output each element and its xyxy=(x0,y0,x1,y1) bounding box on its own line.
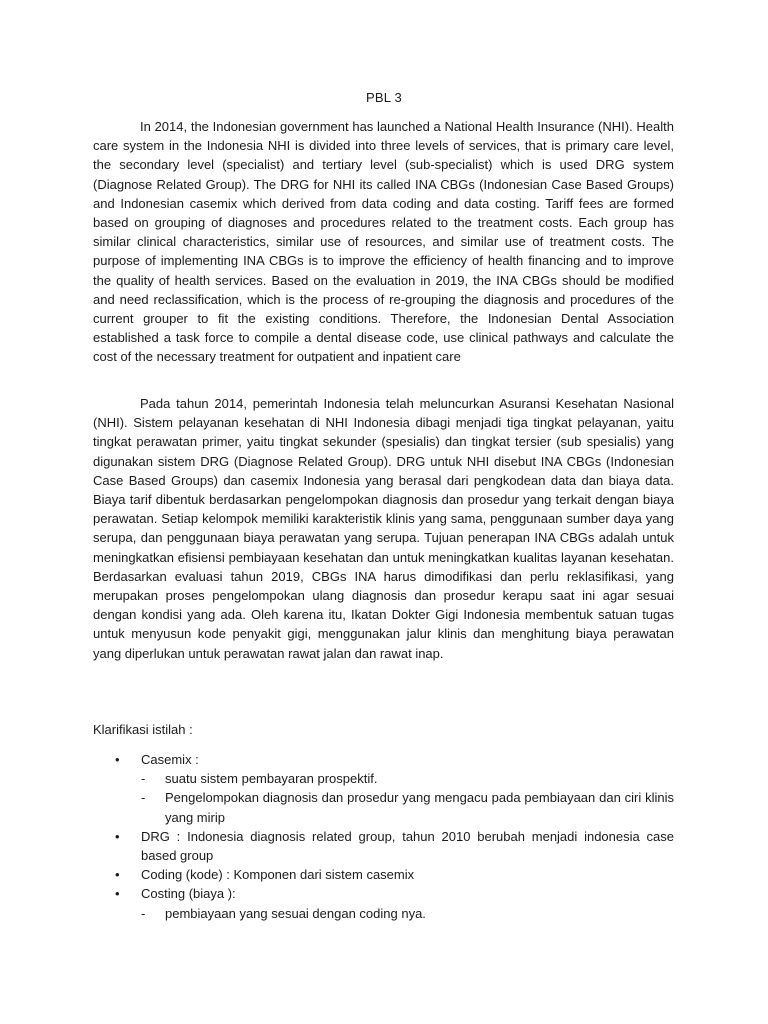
bullet-icon: • xyxy=(115,752,120,767)
sub-item xyxy=(141,904,674,923)
sub-item xyxy=(141,788,674,826)
bullet-icon: • xyxy=(115,886,120,902)
term-label: Coding (kode) : Komponen dari sistem casemix xyxy=(141,867,415,883)
term-item-drg xyxy=(93,827,674,865)
sub-item xyxy=(141,769,674,788)
term-item-coding xyxy=(93,865,674,884)
document-title: PBL 3 xyxy=(366,90,402,105)
sub-list xyxy=(141,904,674,923)
paragraph-indonesian: Pada tahun 2014, pemerintah Indonesia telah meluncurkan Asuransi Kesehatan Nasional (NHI). Sistem pelayanan kesehatan di NHI Indonesia dibagi menjadi tiga tingkat pelayanan, yaitu tingkat perawatan primer, yaitu tingkat sekunder (spesialis) dan tingkat tersier (sub spesialis) yang digunakan sistem DRG (Diagnose Related Group). DRG untuk NHI disebut INA CBGs (Indonesian Case Based Groups) dan casemix Indonesia yang berasal dari pengkodean data dan biaya data. Biaya tarif dibentuk berdasarkan pengelompokan diagnosis dan prosedur yang terkait dengan biaya perawatan. Setiap kelompok memiliki karakteristik klinis yang sama, penggunaan sumber daya yang serupa, dan penggunaan biaya perawatan yang serupa. Tujuan penerapan INA CBGs adalah untuk meningkatkan efisiensi pembiayaan kesehatan dan untuk meningkatkan kualitas layanan kesehatan. Berdasarkan evaluasi tahun 2019, CBGs INA harus dimodifikasi dan perlu reklasifikasi, yang merupakan proses pengelompokan ulang diagnosis dan prosedur kerapu saat ini agar sesuai dengan kondisi yang ada. Oleh karena itu, Ikatan Dokter Gigi Indonesia membentuk satuan tugas untuk menyusun kode penyakit gigi, menggunakan jalur klinis dan menghitung biaya perawatan yang diperlukan untuk perawatan rawat jalan dan rawat inap. xyxy=(93,396,674,661)
bullet-icon: • xyxy=(115,828,120,844)
klarifikasi-heading: Klarifikasi istilah : xyxy=(93,722,193,737)
sub-item-text: pembiayaan yang sesuai dengan coding nya. xyxy=(165,905,426,921)
bullet-icon: • xyxy=(115,867,120,883)
term-label: Casemix : xyxy=(141,752,199,767)
term-item-casemix xyxy=(93,750,674,827)
dash-icon: - xyxy=(141,790,146,806)
sub-item-text: Pengelompokan diagnosis dan prosedur yang mengacu pada pembiayaan dan ciri klinis yang mirip xyxy=(165,790,674,825)
term-label: DRG : Indonesia diagnosis related group, tahun 2010 berubah menjadi indonesia case based group xyxy=(141,828,674,864)
term-item-costing xyxy=(93,884,674,922)
term-list xyxy=(93,750,674,923)
term-label: Costing (biaya ): xyxy=(141,886,236,902)
sub-item-text: suatu sistem pembayaran prospektif. xyxy=(165,771,378,787)
paragraph-english: In 2014, the Indonesian government has launched a National Health Insurance (NHI). Health care system in the Indonesia NHI is divided into three levels of services, that is primary care level, the secondary level (specialist) and tertiary level (sub-specialist) which is used DRG system (Diagnose Related Group). The DRG for NHI its called INA CBGs (Indonesian Case Based Groups) and Indonesian casemix which derived from data coding and data costing. Tariff fees are formed based on grouping of diagnoses and procedures related to the treatment costs. Each group has similar clinical characteristics, similar use of resources, and similar use of treatment costs. The purpose of implementing INA CBGs is to improve the efficiency of health financing and to improve the quality of health services. Based on the evaluation in 2019, the INA CBGs should be modified and need reclassification, which is the process of re-grouping the diagnosis and procedures of the current grouper to fit the existing conditions. Therefore, the Indonesian Dental Association established a task force to compile a dental disease code, use clinical pathways and calculate the cost of the necessary treatment for outpatient and inpatient care xyxy=(93,119,674,365)
dash-icon: - xyxy=(141,905,146,921)
dash-icon: - xyxy=(141,771,146,787)
sub-list xyxy=(141,769,674,827)
